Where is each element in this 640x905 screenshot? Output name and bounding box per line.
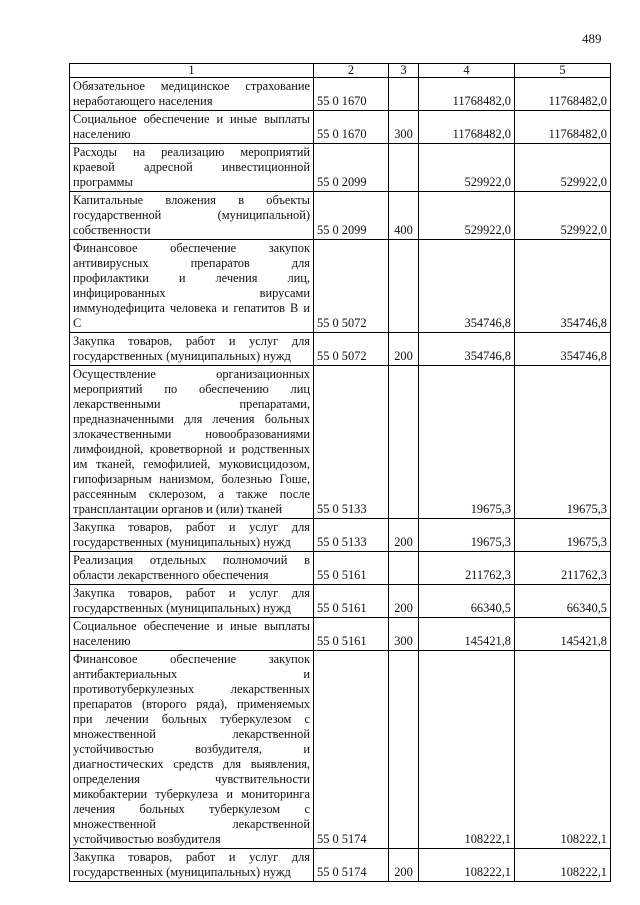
row-value-1: 529922,0 [419, 144, 515, 192]
row-value-2: 11768482,0 [515, 111, 611, 144]
row-type: 300 [389, 618, 419, 651]
row-value-1: 11768482,0 [419, 78, 515, 111]
header-col-2: 2 [314, 64, 389, 78]
row-code: 55 0 5161 [314, 585, 389, 618]
row-value-2: 145421,8 [515, 618, 611, 651]
header-row [70, 64, 611, 78]
row-name: Закупка товаров, работ и услуг для государственных (муниципальных) нужд [70, 585, 314, 618]
header-col-5: 5 [515, 64, 611, 78]
row-value-2: 354746,8 [515, 333, 611, 366]
row-name: Осуществление организационных мероприятий по обеспечению лиц лекарственными препаратами, предназначенными для лечения больных злокачественными новообразованиями лимфоидной, кроветворной и родственных им тканей, гемофилией, муковисцидозом, гипофизарным нанизмом, болезнью Гоше, рассеянным склерозом, а также после трансплантации органов и (или) тканей [70, 366, 314, 519]
row-value-1: 19675,3 [419, 519, 515, 552]
row-name: Реализация отдельных полномочий в области лекарственного обеспечения [70, 552, 314, 585]
table-row [70, 192, 611, 240]
row-type: 200 [389, 849, 419, 882]
row-type: 400 [389, 192, 419, 240]
row-value-1: 66340,5 [419, 585, 515, 618]
row-name: Расходы на реализацию мероприятий краевой адресной инвестиционной программы [70, 144, 314, 192]
row-code: 55 0 5161 [314, 552, 389, 585]
row-value-2: 108222,1 [515, 849, 611, 882]
row-value-2: 354746,8 [515, 240, 611, 333]
row-code: 55 0 5174 [314, 849, 389, 882]
row-type [389, 78, 419, 111]
row-code: 55 0 5072 [314, 333, 389, 366]
row-value-1: 11768482,0 [419, 111, 515, 144]
table-row [70, 519, 611, 552]
table-row [70, 240, 611, 333]
row-value-1: 354746,8 [419, 240, 515, 333]
row-code: 55 0 5133 [314, 519, 389, 552]
row-name: Социальное обеспечение и иные выплаты населению [70, 111, 314, 144]
row-type [389, 366, 419, 519]
row-type: 300 [389, 111, 419, 144]
header-col-4: 4 [419, 64, 515, 78]
row-type [389, 240, 419, 333]
row-name: Финансовое обеспечение закупок антибактериальных и противотуберкулезных лекарственных препаратов (второго ряда), применяемых при лечении больных туберкулезом с множественной лекарственной устойчивостью возбудителя, и диагностических средств для выявления, определения чувствительности микобактерии туберкулеза и мониторинга лечения больных туберкулезом с множественной лекарственной устойчивостью возбудителя [70, 651, 314, 849]
row-code: 55 0 2099 [314, 144, 389, 192]
row-value-1: 19675,3 [419, 366, 515, 519]
row-code: 55 0 5072 [314, 240, 389, 333]
page-number: 489 [582, 31, 602, 46]
table-row [70, 849, 611, 882]
row-value-1: 211762,3 [419, 552, 515, 585]
row-value-2: 66340,5 [515, 585, 611, 618]
row-name: Закупка товаров, работ и услуг для государственных (муниципальных) нужд [70, 519, 314, 552]
table-row [70, 618, 611, 651]
table-row [70, 144, 611, 192]
table-row [70, 585, 611, 618]
row-name: Закупка товаров, работ и услуг для государственных (муниципальных) нужд [70, 849, 314, 882]
row-code: 55 0 5133 [314, 366, 389, 519]
table-row [70, 552, 611, 585]
row-name: Финансовое обеспечение закупок антивирусных препаратов для профилактики и лечения лиц, инфицированных вирусами иммунодефицита человека и гепатитов В и С [70, 240, 314, 333]
table-row [70, 333, 611, 366]
row-code: 55 0 2099 [314, 192, 389, 240]
row-value-2: 11768482,0 [515, 78, 611, 111]
row-type: 200 [389, 585, 419, 618]
row-type [389, 552, 419, 585]
row-value-2: 529922,0 [515, 192, 611, 240]
row-type [389, 651, 419, 849]
row-code: 55 0 5174 [314, 651, 389, 849]
row-value-2: 19675,3 [515, 519, 611, 552]
table-row [70, 78, 611, 111]
row-value-1: 145421,8 [419, 618, 515, 651]
row-value-2: 19675,3 [515, 366, 611, 519]
row-code: 55 0 1670 [314, 111, 389, 144]
table-row [70, 111, 611, 144]
header-col-3: 3 [389, 64, 419, 78]
table-row [70, 366, 611, 519]
row-code: 55 0 1670 [314, 78, 389, 111]
row-name: Обязательное медицинское страхование неработающего населения [70, 78, 314, 111]
row-value-2: 529922,0 [515, 144, 611, 192]
row-code: 55 0 5161 [314, 618, 389, 651]
table-row [70, 651, 611, 849]
row-type: 200 [389, 333, 419, 366]
header-col-1: 1 [70, 64, 314, 78]
row-value-1: 108222,1 [419, 651, 515, 849]
row-name: Закупка товаров, работ и услуг для государственных (муниципальных) нужд [70, 333, 314, 366]
row-name: Социальное обеспечение и иные выплаты населению [70, 618, 314, 651]
row-value-1: 529922,0 [419, 192, 515, 240]
row-type: 200 [389, 519, 419, 552]
row-name: Капитальные вложения в объекты государственной (муниципальной) собственности [70, 192, 314, 240]
budget-table [69, 63, 611, 882]
row-value-1: 354746,8 [419, 333, 515, 366]
row-type [389, 144, 419, 192]
row-value-2: 211762,3 [515, 552, 611, 585]
row-value-1: 108222,1 [419, 849, 515, 882]
row-value-2: 108222,1 [515, 651, 611, 849]
